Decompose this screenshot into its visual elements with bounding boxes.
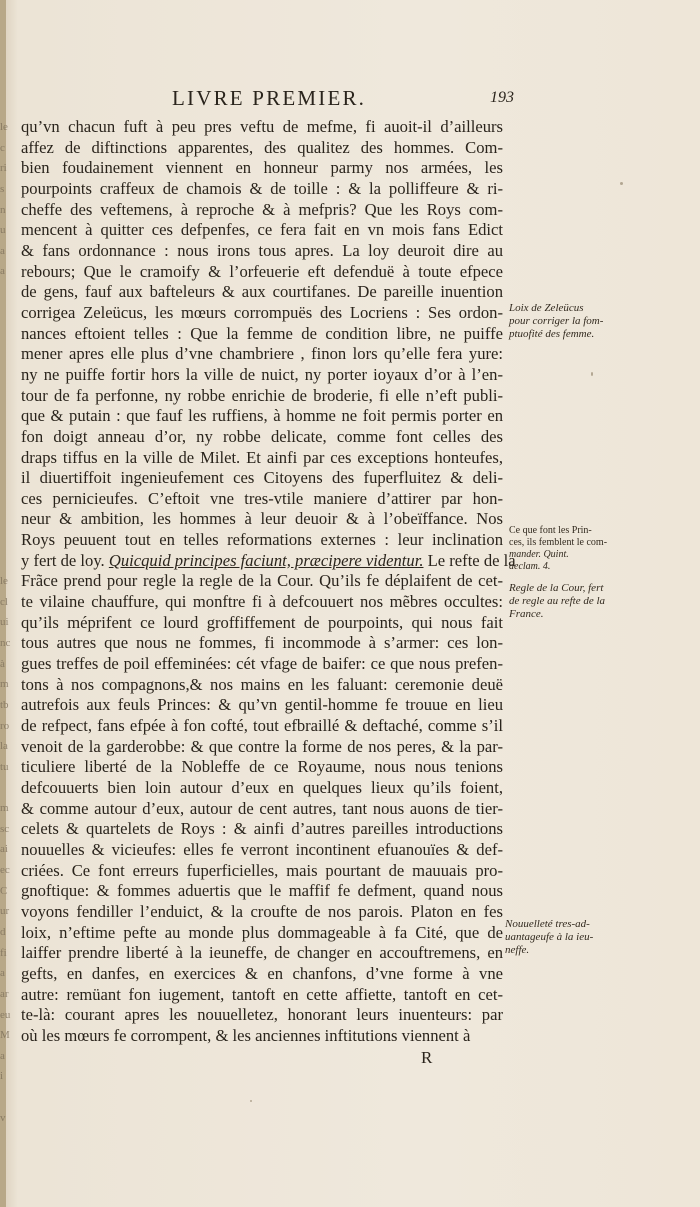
page-header [20,86,700,110]
text-line: laiffer prendre liberté à la ieuneffe, de changer en accouftremens, en [21,943,503,963]
bleed-fragment [0,530,14,551]
paper-speck [250,1100,252,1102]
sidenote-line: ptuofité des femme. [509,328,595,340]
text-line: autre: remüant fon iugement, tantoft en cette affiette, tantoft en cet- [21,984,503,1004]
bleed-fragment [0,468,14,489]
text-line: gefts, en danfes, en exercices & en chanfons, d’vne forme à vne [21,963,503,983]
paper-speck [591,372,593,376]
text-line: Roys peuuent tout en telles reformations externes : leur inclination [21,530,503,550]
bleed-fragment: tu [0,760,9,773]
bleed-fragment [0,303,14,324]
bleed-fragment [0,427,14,448]
bleed-fragment: ro [0,719,10,732]
bleed-fragment: ui [0,616,9,629]
sidenote-line: declam. 4. [509,561,551,572]
bleed-fragment [0,344,14,365]
text-line: criées. Ce font erreurs fuperficielles, mais pourtant de mauuais pro- [21,860,503,880]
text-line: draps tiffus en la ville de Milet. Et ainfi par ces exceptions honteufes, [21,447,503,467]
bleed-fragment [0,489,14,510]
text-line: de refpect, fans efpée à fon cofté, tout efbraillé & deftaché, comme s’il [21,716,503,736]
text-line: venoit de la garderobbe: & que contre la forme de nos peres, & la par- [21,736,503,756]
bleed-fragment: d [0,925,6,938]
text-line: cheffe des veftemens, à reproche & à mefpris? Que les Roys com- [21,199,503,219]
bleed-fragment [0,550,14,571]
bleed-fragment: tb [0,698,9,711]
bleed-fragment: nc [0,637,11,650]
text-line: gues treffes de poil effeminées: cét vfage de baifer: ce que nous prefen- [21,654,503,674]
text-line: de gens, fauf aux bafteleurs & aux courtifanes. De pareille inuention [21,282,503,302]
text-line: tons à nos compagnons,& nos mains en les faluant: ceremonie deuë [21,674,503,694]
text-line: te vilaine chauffure, qui monftre fi à defcouuert nos mẽbres occultes: [21,592,503,612]
bleed-fragment: M [0,1029,10,1042]
bleed-fragment: eu [0,1008,11,1021]
bleed-fragment: a [0,265,5,278]
text-line: te-là: courant apres les nouuelletez, honorant leurs inuenteurs: par [21,1005,503,1025]
bleed-fragment: cl [0,595,8,608]
sidenote-line: ces, ils femblent le com- [509,537,608,548]
text-line: pourpoints craffeux de chamois & de toille : & la polliffeure & ri- [21,178,503,198]
sidenote-line: uantageufe à la ieu- [505,931,594,943]
bleed-fragment: le [0,575,8,588]
sidenote-line: neffe. [505,944,530,956]
bleed-fragment: i [0,1070,4,1083]
bleed-fragment: ri [0,162,7,175]
text-line: & fans ordonnance : nous irons tous apres. La loy deuroit dire au [21,240,503,260]
sidenote-regle-de-la-cour [509,582,659,621]
bleed-fragment: m [0,802,9,815]
text-line: nances eftoient telles : Que la femme de condition libre, ne puiffe [21,323,503,343]
text-line: affez de diftinctions apparentes, des qualitez des hommes. Com- [21,137,503,157]
text-line: y fert de loy. Quicquid principes faciunt, præcipere videntur. Le refte de la [21,550,516,570]
sidenote-line: Nouuelleté tres-ad- [505,918,590,930]
sidenote-zeleucus [509,302,659,341]
text-line: defcouuerts bien loin autour d’eux en quelques lieux qu’ils foient, [21,778,503,797]
bleed-fragment: a [0,967,5,980]
folio-number: 193 [490,89,514,106]
bleed-fragment: à [0,657,5,670]
bleed-fragment: a [0,1049,5,1062]
bleed-fragment [0,509,14,530]
bleed-fragment: ai [0,843,8,856]
text-line: neur & ambition, les hommes à leur deuoir & à l’obeïffance. Nos [21,509,503,529]
text-line: autrefois aux feuls Princes: & qu’vn gentil-homme fe trouue en lieu [21,695,503,715]
text-line: celets & quartelets de Roys : & ainfi d’autres pareilles introductions [21,819,503,839]
bleed-fragment: a [0,244,5,257]
text-line: il diuertiffoit ingenieufement ces Citoyens des fuperfluitez & deli- [21,468,503,488]
sidenote-line: pour corriger la fom- [509,315,604,327]
bleed-fragment: m [0,678,9,691]
text-line: mener apres elle plus d’vne chambriere , finon lors qu’elle fera yure: [21,344,503,364]
running-title: LIVRE PREMIER. [172,86,367,110]
bleed-fragment: fi [0,946,7,959]
text-line: que & putain : que fauf les ruffiens, à homme ne foit permis porter en [21,406,503,426]
sidenote-princes [509,525,639,573]
bleed-fragment [0,323,14,344]
sidenote-line: Ce que font les Prin- [509,525,592,536]
sidenote-nouuellete [505,918,655,957]
text-line: où les mœurs fe corrompent, & les anciennes inftitutions viennent à [21,1025,471,1045]
sidenote-line: Loix de Zeleücus [509,302,584,314]
text-line: ticuliere liberté de la Nobleffe de ce Royaume, nous nous tenions [21,757,503,777]
text-line: voyons fendiller l’enduict, & la croufte de nos parois. Platon en fes [21,901,503,921]
bleed-fragment: C [0,884,8,897]
bleed-fragment: v [0,1111,6,1124]
bleed-fragment [0,406,14,427]
text-line: bien foudainement viennent en honneur parmy nos armées, les [21,158,503,178]
text-line: corrigea Zeleücus, les mœurs corrompuës des Locriens : Ses ordon- [21,302,503,322]
text-line: Frãce prend pour regle la regle de la Cour. Qu’ils fe déplaifent de cet- [21,571,503,591]
bleed-fragment [0,282,14,303]
gutter-bleed-through [0,117,14,1128]
main-text-block [21,117,516,1047]
latin-quotation: Quicquid principes faciunt, præcipere videntur. [108,550,424,570]
text-line: tous autres que nous ne fommes, fi incommode à s’armer: ces lon- [21,633,503,653]
sidenote-line: Regle de la Cour, fert [509,582,604,594]
text-line: fon doigt anneau d’or, ny robbe delicate, comme font celles des [21,426,503,446]
text-line: gnoftique: & fommes aduertis que le maffif fe defment, quand nous [21,881,503,901]
bleed-fragment [0,1087,14,1108]
bleed-fragment: s [0,182,5,195]
bleed-fragment: c [0,141,5,154]
bleed-fragment: la [0,740,8,753]
bleed-fragment [0,365,14,386]
bleed-fragment: n [0,203,6,216]
bleed-fragment: le [0,121,8,133]
sidenote-line: France. [509,608,544,620]
bleed-fragment [0,385,14,406]
bleed-fragment: ec [0,864,10,877]
text-line: mencent à quitter ces defpenfes, ce fera fait en vn mois fans Edict [21,220,503,240]
sidenote-line: mander. Quint. [509,549,569,560]
text-line: ny ne puiffe fortir hors la ville de nuict, ny porter ioyaux d’or à l’en- [21,364,503,384]
bleed-fragment: ar [0,987,9,1000]
bleed-fragment [0,778,14,799]
bleed-fragment: ur [0,905,10,918]
text-line: loix, n’eftime pefte au monde plus dommageable à fa Cité, que de [21,922,503,942]
bleed-fragment: sc [0,822,10,835]
text-line: qu’vn chacun fuft à peu pres veftu de mefme, fi auoit-il d’ailleurs [21,117,503,136]
bleed-fragment [0,447,14,468]
text-line: tour de fa perfonne, ny robbe enrichie de broderie, fi elle n’eft publi- [21,385,503,405]
paper-speck [620,182,623,185]
bleed-fragment: u [0,224,6,237]
catchword: R [421,1048,433,1067]
text-line: nouuelles & vicieufes: elles fe verront incontinent efuanouïes & def- [21,839,503,859]
text-line: ces pernicieufes. C’eftoit vne tres-vtile maniere d’attirer par hon- [21,488,503,508]
text-line: & comme autour d’eux, autour de cent autres, tant nous auons de tier- [21,798,503,818]
sidenote-line: de regle au refte de la [509,595,606,607]
text-line: qu’ils méprifent ce lourd groffiffement de pourpoints, qui nous fait [21,612,503,632]
text-line: rebours; Que le cramoify & l’orfeuerie eft defenduë à toute efpece [21,261,503,281]
